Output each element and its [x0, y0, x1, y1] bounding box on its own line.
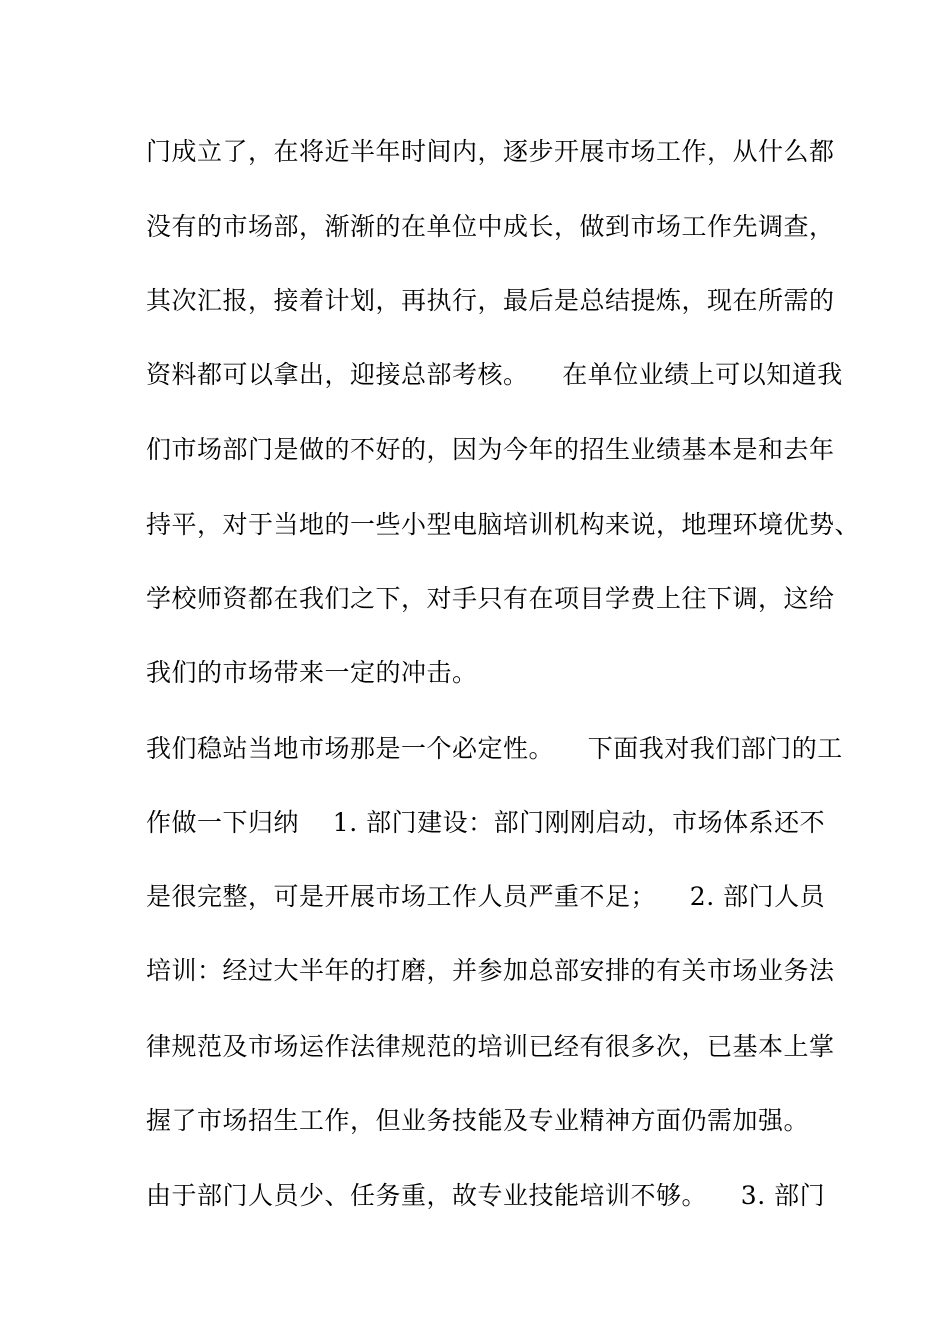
text-line: 是很完整，可是开展市场工作人员严重不足； 2. 部门人员: [146, 882, 826, 911]
text-line: 们市场部门是做的不好的，因为今年的招生业绩基本是和去年: [146, 435, 835, 464]
text-line: 资料都可以拿出，迎接总部考核。 在单位业绩上可以知道我: [146, 360, 843, 389]
text-line: 门成立了，在将近半年时间内，逐步开展市场工作，从什么都: [146, 137, 835, 166]
text-line: 学校师资都在我们之下，对手只有在项目学费上往下调，这给: [146, 584, 835, 613]
text-line: 我们的市场带来一定的冲击。: [146, 658, 478, 687]
text-line: 律规范及市场运作法律规范的培训已经有很多次，已基本上掌: [146, 1032, 835, 1061]
text-line: 由于部门人员少、任务重，故专业技能培训不够。 3. 部门: [146, 1181, 826, 1210]
text-line: 握了市场招生工作，但业务技能及专业精神方面仍需加强。: [146, 1106, 810, 1135]
text-line: 培训：经过大半年的打磨，并参加总部安排的有关市场业务法: [146, 956, 835, 985]
text-line: 我们稳站当地市场那是一个必定性。 下面我对我们部门的工: [146, 734, 843, 763]
text-line: 其次汇报，接着计划，再执行，最后是总结提炼，现在所需的: [146, 286, 835, 315]
text-line: 作做一下归纳 1. 部门建设：部门刚刚启动，市场体系还不: [146, 808, 826, 837]
text-line: 没有的市场部，渐渐的在单位中成长，做到市场工作先调查，: [146, 212, 835, 241]
text-line: 持平，对于当地的一些小型电脑培训机构来说，地理环境优势、: [146, 510, 861, 539]
